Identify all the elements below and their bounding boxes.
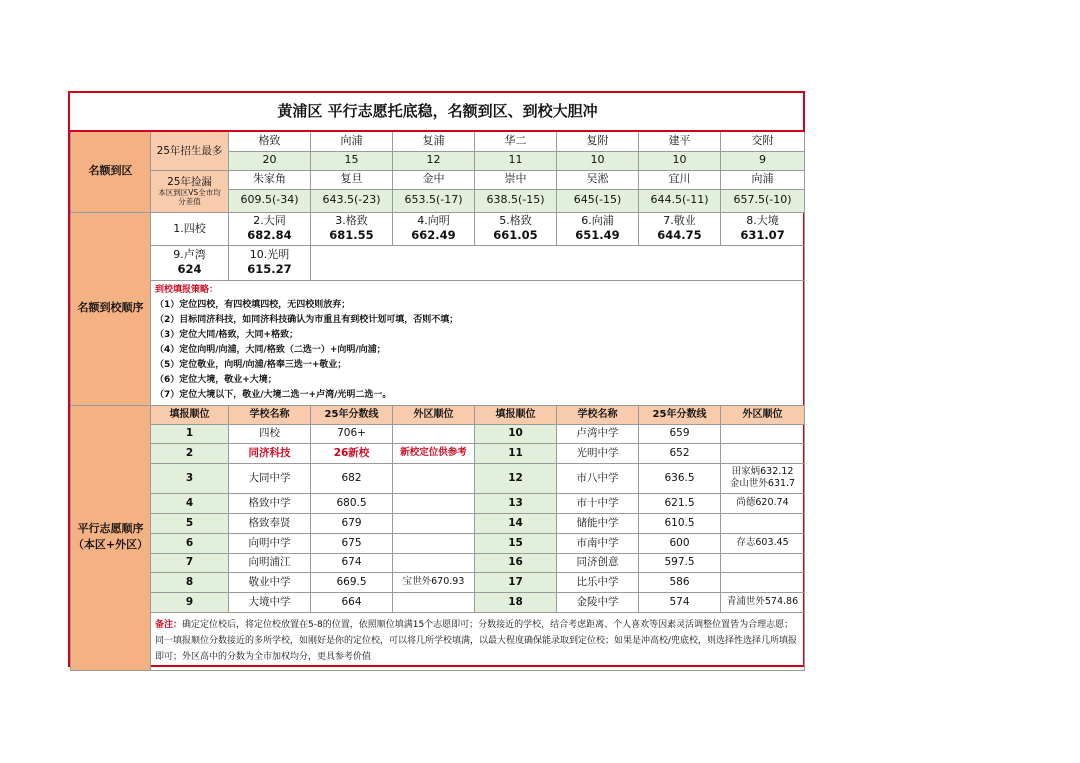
strategy-item: （5）定位敬业，向明/向浦/格奉三选一+敬业；: [155, 359, 347, 370]
rank-name: 4.向明: [417, 214, 450, 228]
note-text: 确定定位校后，将定位校放置在5-8的位置，依照顺位填满15个志愿即可；分数接近的学校，结合考虑距离、个人喜欢等因素灵活调整位置皆为合理志愿；同一填报顺位分数接近的多所学校，如刚好是你的定位校，可以将几所学校填满，以最大程度确保能录取到定位校；如果是冲高校/兜底校，则选择性选择几所填报即可；外区高中的分数为全市加权均分，更具参考价值: [155, 619, 798, 662]
col-header: 25年分数线: [311, 405, 393, 424]
school-name: 储能中学: [557, 513, 639, 533]
strategy-title: 到校填报策略：: [155, 284, 219, 295]
table-row: [71, 553, 805, 572]
pickup-score: 644.5(-11): [639, 189, 721, 212]
table-row: [71, 424, 805, 443]
other-district: [721, 513, 805, 533]
score: 610.5: [639, 513, 721, 533]
school-name: 向明浦江: [229, 553, 311, 572]
score: 26新校: [311, 443, 393, 463]
note-block: [151, 612, 805, 670]
rank-name: 8.大境: [746, 214, 779, 228]
rank-score: 651.49: [575, 228, 620, 242]
rank-cell: [229, 245, 311, 280]
rank-cell: [229, 212, 311, 245]
pickup-score: 638.5(-15): [475, 189, 557, 212]
rank-score: 661.05: [493, 228, 538, 242]
score: 621.5: [639, 493, 721, 513]
pickup-score: 645(-15): [557, 189, 639, 212]
district-count: 12: [393, 151, 475, 170]
other-district: [393, 592, 475, 612]
order-num: 10: [475, 424, 557, 443]
district-count: 10: [639, 151, 721, 170]
rank-cell: [393, 212, 475, 245]
district-count: 11: [475, 151, 557, 170]
col-header: 外区顺位: [721, 405, 805, 424]
order-num: 15: [475, 533, 557, 553]
district-count: 10: [557, 151, 639, 170]
other-district: 存志603.45: [721, 533, 805, 553]
page-title: 黄浦区 平行志愿托底稳，名额到区、到校大胆冲: [71, 93, 805, 131]
strategy-item: （3）定位大同/格致，大同+格致；: [155, 329, 299, 340]
pickup-score: 653.5(-17): [393, 189, 475, 212]
table-row: [71, 463, 805, 493]
pickup-school: 吴淞: [557, 170, 639, 189]
district-school: 向浦: [311, 131, 393, 151]
school-name: 同济创意: [557, 553, 639, 572]
order-num: 1: [151, 424, 229, 443]
strategy-item: （4）定位向明/向浦，大同/格致（二选一）+向明/向浦；: [155, 344, 386, 355]
other-district-line: 田家炳632.12: [731, 466, 794, 478]
order-num: 17: [475, 572, 557, 592]
order-num: 2: [151, 443, 229, 463]
district-school: 复附: [557, 131, 639, 151]
other-district: [721, 553, 805, 572]
score: 659: [639, 424, 721, 443]
section-quota-school: 名额到校顺序: [71, 212, 151, 405]
score: 600: [639, 533, 721, 553]
district-count: 9: [721, 151, 805, 170]
table-row: [71, 443, 805, 463]
table-row: [71, 493, 805, 513]
empty-cell: [311, 245, 805, 280]
school-name: 四校: [229, 424, 311, 443]
pickup-score: 643.5(-23): [311, 189, 393, 212]
score: 675: [311, 533, 393, 553]
col-header: 学校名称: [557, 405, 639, 424]
order-num: 16: [475, 553, 557, 572]
school-name: 市十中学: [557, 493, 639, 513]
score: 636.5: [639, 463, 721, 493]
other-district: 宝世外670.93: [393, 572, 475, 592]
order-num: 5: [151, 513, 229, 533]
rank-score: 644.75: [657, 228, 702, 242]
district-school: 建平: [639, 131, 721, 151]
other-district: [393, 493, 475, 513]
other-district: [721, 443, 805, 463]
rank-cell: [721, 212, 805, 245]
parallel-label: 平行志愿顺序: [77, 522, 144, 536]
order-num: 7: [151, 553, 229, 572]
table-row: [71, 513, 805, 533]
rank-cell: [151, 245, 229, 280]
school-name: 敬业中学: [229, 572, 311, 592]
order-num: 9: [151, 592, 229, 612]
score: 669.5: [311, 572, 393, 592]
school-name: 卢湾中学: [557, 424, 639, 443]
section-parallel: [71, 405, 151, 670]
score: 679: [311, 513, 393, 533]
school-name: 向明中学: [229, 533, 311, 553]
order-num: 18: [475, 592, 557, 612]
other-district: [393, 533, 475, 553]
score: 597.5: [639, 553, 721, 572]
rank-cell: [557, 212, 639, 245]
other-district: 青浦世外574.86: [721, 592, 805, 612]
rank-name: 1.四校: [173, 221, 206, 235]
rank-name: 5.格致: [499, 214, 532, 228]
rank-cell: [311, 212, 393, 245]
school-name: 格致中学: [229, 493, 311, 513]
row1-label: 25年招生最多: [151, 131, 229, 170]
row2-label-cell: [151, 170, 229, 212]
pickup-score: 609.5(-34): [229, 189, 311, 212]
strategy-item: （7）定位大境以下，敬业/大境二选一+卢湾/光明二选一。: [155, 389, 392, 400]
school-name: 大同中学: [229, 463, 311, 493]
order-num: 6: [151, 533, 229, 553]
order-num: 13: [475, 493, 557, 513]
table-row: [71, 592, 805, 612]
rank-score: 682.84: [247, 228, 292, 242]
note-title: 备注：: [155, 619, 183, 630]
score: 674: [311, 553, 393, 572]
pickup-school: 金中: [393, 170, 475, 189]
school-name: 市南中学: [557, 533, 639, 553]
order-num: 14: [475, 513, 557, 533]
pickup-school: 向浦: [721, 170, 805, 189]
district-count: 20: [229, 151, 311, 170]
score: 706+: [311, 424, 393, 443]
district-school: 格致: [229, 131, 311, 151]
score: 652: [639, 443, 721, 463]
other-district: 尚德620.74: [721, 493, 805, 513]
pickup-school: 崇中: [475, 170, 557, 189]
order-num: 4: [151, 493, 229, 513]
other-district: [393, 463, 475, 493]
order-num: 8: [151, 572, 229, 592]
col-header: 学校名称: [229, 405, 311, 424]
col-header: 外区顺位: [393, 405, 475, 424]
rank-name: 9.卢湾: [173, 248, 206, 262]
other-district: [393, 513, 475, 533]
district-count: 15: [311, 151, 393, 170]
strategy-item: （6）定位大境，敬业+大境；: [155, 374, 277, 385]
rank-name: 2.大同: [253, 214, 286, 228]
rank-name: 7.敬业: [663, 214, 696, 228]
parallel-sublabel: （本区+外区）: [72, 538, 149, 551]
rank-cell: [151, 212, 229, 245]
other-district: 新校定位供参考: [393, 443, 475, 463]
order-num: 3: [151, 463, 229, 493]
school-name: 比乐中学: [557, 572, 639, 592]
school-name: 光明中学: [557, 443, 639, 463]
score: 664: [311, 592, 393, 612]
pickup-school: 朱家角: [229, 170, 311, 189]
section-quota-district: 名额到区: [71, 131, 151, 212]
strategy-item: （1）定位四校，有四校填四校，无四校则放弃；: [155, 299, 351, 310]
school-name: 金陵中学: [557, 592, 639, 612]
order-num: 11: [475, 443, 557, 463]
sheet: [68, 91, 805, 667]
other-district-line: 金山世外631.7: [729, 478, 796, 489]
rank-score: 615.27: [247, 262, 292, 276]
score: 682: [311, 463, 393, 493]
other-district: [393, 553, 475, 572]
table-row: [71, 572, 805, 592]
rank-name: 3.格致: [335, 214, 368, 228]
main-table: [70, 93, 805, 671]
col-header: 填报顺位: [151, 405, 229, 424]
score: 574: [639, 592, 721, 612]
pickup-school: 宜川: [639, 170, 721, 189]
rank-cell: [639, 212, 721, 245]
school-name: 格致奉贤: [229, 513, 311, 533]
rank-name: 10.光明: [249, 248, 290, 262]
rank-cell: [475, 212, 557, 245]
other-district: [721, 572, 805, 592]
other-district: [393, 424, 475, 443]
school-name: 市八中学: [557, 463, 639, 493]
rank-score: 681.55: [329, 228, 374, 242]
pickup-school: 复旦: [311, 170, 393, 189]
score: 680.5: [311, 493, 393, 513]
col-header: 25年分数线: [639, 405, 721, 424]
row2-sublabel: 本区到区VS全市均分差值: [151, 188, 228, 206]
district-school: 华二: [475, 131, 557, 151]
score: 586: [639, 572, 721, 592]
district-school: 交附: [721, 131, 805, 151]
pickup-score: 657.5(-10): [721, 189, 805, 212]
strategy-item: （2）目标同济科技，如同济科技确认为市重且有到校计划可填，否则不填；: [155, 314, 459, 325]
school-name: 大境中学: [229, 592, 311, 612]
school-name: 同济科技: [229, 443, 311, 463]
district-school: 复浦: [393, 131, 475, 151]
rank-name: 6.向浦: [581, 214, 614, 228]
order-num: 12: [475, 463, 557, 493]
table-row: [71, 533, 805, 553]
rank-score: 631.07: [740, 228, 785, 242]
other-district: [721, 463, 805, 493]
rank-score: 624: [177, 262, 202, 276]
col-header: 填报顺位: [475, 405, 557, 424]
rank-score: 662.49: [411, 228, 456, 242]
strategy-block: [151, 280, 805, 405]
other-district: [721, 424, 805, 443]
row2-label: 25年捡漏: [167, 175, 212, 188]
